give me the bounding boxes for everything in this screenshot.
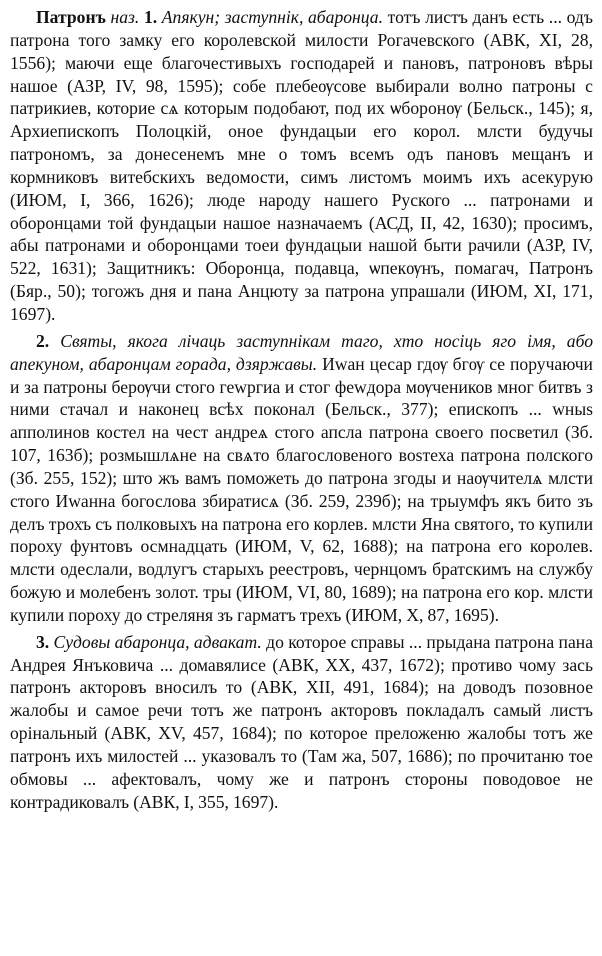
sense-3-paragraph (10, 631, 593, 814)
sense-2-paragraph (10, 330, 593, 627)
sense-1-gloss: Апякун; заступнік, абаронца. (161, 7, 383, 27)
sense-2-number: 2. (36, 330, 50, 351)
sense-3-text: до которое справы ... прыдана патрона пана Андрея Янъковича ... домавялисе (АВК, XX, 437, 1672); противо чому зась патронъ акторовъ вносилъ то (АВК, XII, 491, 1684); на доводъ позовное жалобы и самое речи тотъ же патронъ акторовъ покладалъ самый листъ орінальный (АВК, XV, 457, 1684); по которое преложеню жалобы тотъ же патронъ ихъ милостей ... указовалъ то (Там жа, 507, 1686); по прочитаню тое обмовы ... афектовалъ, чому же и патронъ стороны поводовое не контрадиковалъ (АВК, I, 355, 1697). (10, 631, 594, 812)
sense-1-text: тотъ листъ данъ есть ... одъ патрона того замку его королевской милости Рогачевского (АВК, XI, 28, 1556); маючи еще благочестивыхъ господарей и пановъ, патроновъ вѣры нашое (АЗР, IV, 98, 1595); собе плебеѹсове выбирали волно патроны с патрикиев, которие сѧ которым подобают, под их ѡборонѹ (Бельск., 145); я, Архиепископъ Полоцкій, оное фундацыи его корол. млсти будучы патрономъ, за донесенемъ мне о томъ всемъ одъ пановъ мещанъ и кормниковъ витебскихъ ведомости, симъ листомъ моимъ ихъ асекурую (ИЮМ, I, 366, 1626); люде народу нашего Руского ... патронами и оборонцами той фундацыи нашое назначаемъ (АСД, II, 42, 1630); просимъ, абы патронами и оборонцами тоеи фундацыи нашой быти рачили (АЗР, IV, 522, 1631); Защитникъ: Оборонца, подавца, ѡпекѹнъ, помагач, Патронъ (Бяр., 50); тогожъ дня и пана Анцюту за патрона упрашали (ИЮМ, XI, 171, 1697). (10, 7, 593, 324)
part-of-speech: наз. (110, 7, 140, 27)
sense-2-gloss: Святы, якога лічаць заступнікам таго, хто носіць яго імя, або апекуном, абаронцам горада, дзяржавы. (10, 330, 593, 374)
sense-3-number: 3. (36, 631, 50, 652)
headword: Патронъ (36, 7, 106, 27)
sense-2-text: Иwан цесар гдѹ бгѹ се поручаючи и за патроны берѹчи стого геwргиа и стог феwдора мѹчеников мног битвъ з ними стачал и наконец всѣх поконал (Бельск., 377); епископъ ... wныѕ апполинов костел на чест андреѧ стого апсла патрона своего посветил (Зб. 107, 163б); розмышлѧне на свѧто благословеного воѕтеха патрона полского (Зб. 255, 152); што жъ вамъ поможеть до патрона згоды и наѹчителѧ млсти стого Иwанна богослова збиратисѧ (Зб. 259, 239б); на трыумфъ якъ бито зъ делъ трохъ съ полковыхъ на патрона его корлев. млсти Яна святого, то купили пороху фунтовъ осмнадцать (ИЮМ, V, 62, 1688); на патрона его королев. млсти одеслали, водлугъ старыхъ реестровъ, чернцомъ братскимъ на службу божую и молебенъ золот. тры (ИЮМ, VI, 80, 1689); на патрона его кор. млсти купили пороху до стреляня зъ гарматъ трехъ (ИЮМ, X, 87, 1695). (10, 353, 593, 625)
sense-1-paragraph (10, 6, 593, 326)
sense-3-gloss: Судовы абаронца, адвакат. (53, 631, 262, 652)
sense-1-number: 1. (143, 7, 158, 27)
